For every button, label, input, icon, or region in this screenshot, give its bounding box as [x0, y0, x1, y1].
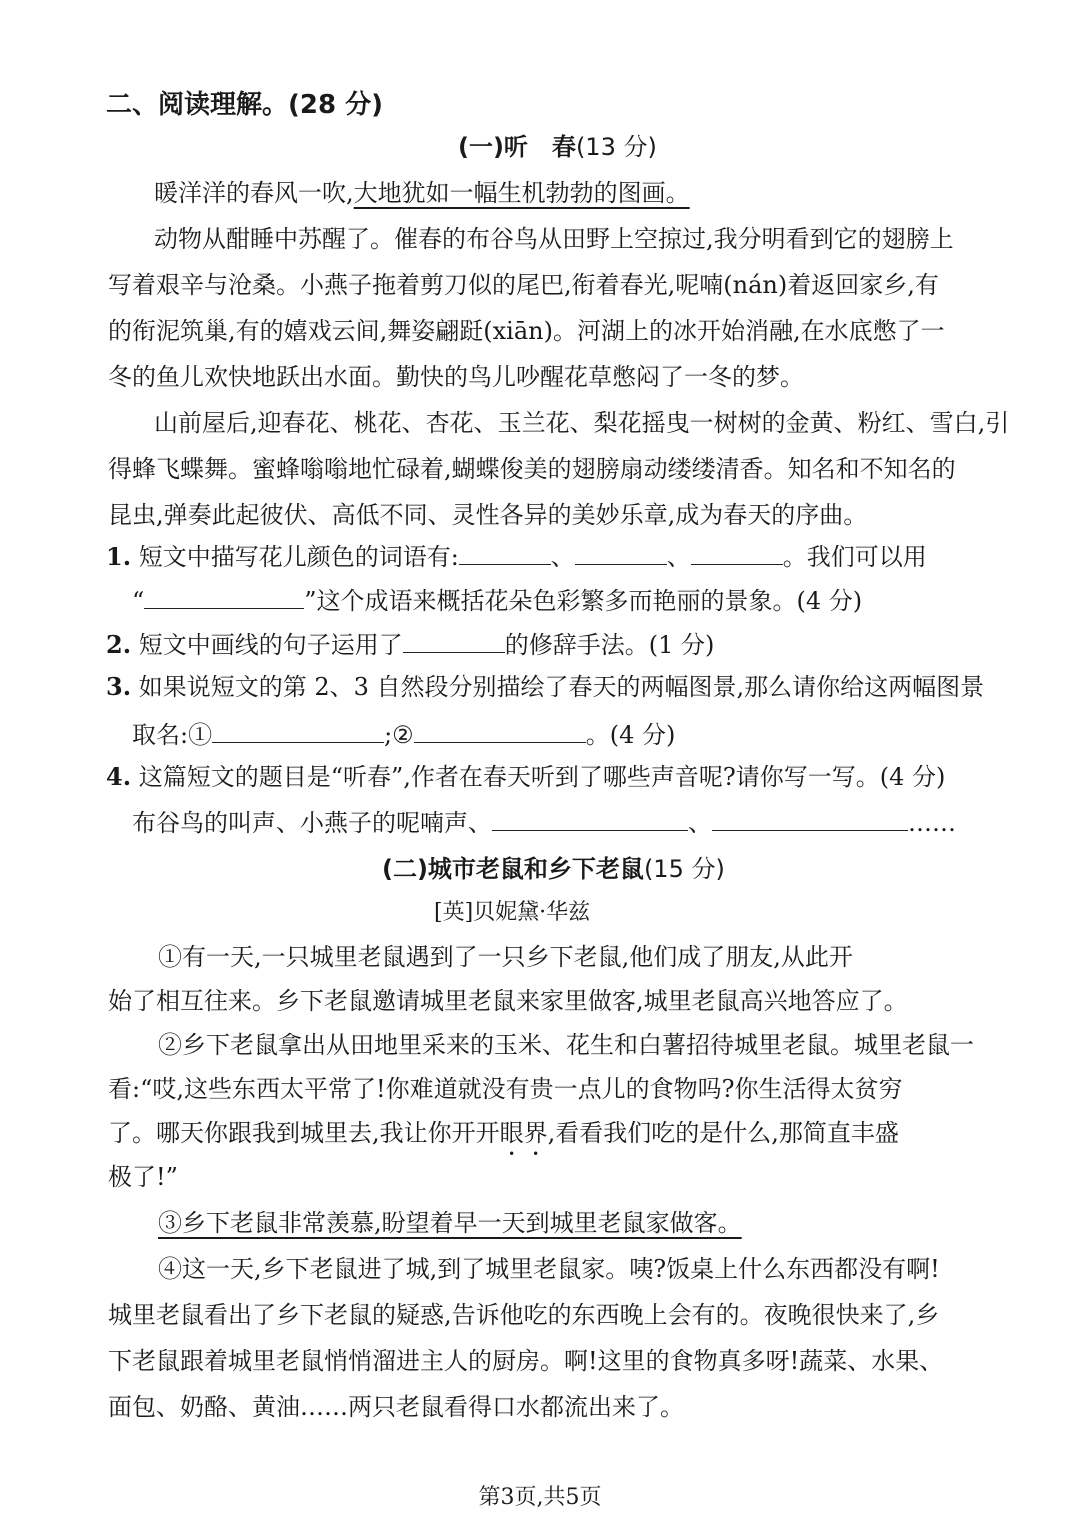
answer-blank-4b[interactable] [712, 804, 908, 831]
passage1-p2-line4: 冬的鱼儿欢快地跃出水面。勤快的鸟儿吵醒花草憋闷了一冬的梦。 [108, 363, 804, 391]
question-2 [106, 626, 714, 662]
passage2-p4-line1: ④这一天,乡下老鼠进了城,到了城里老鼠家。咦?饭桌上什么东西都没有啊! [158, 1255, 940, 1283]
question-1-line2 [132, 582, 862, 618]
passage2-author: [英]贝妮黛·华兹 [434, 900, 591, 925]
passage2-p1-line2: 始了相互往来。乡下老鼠邀请城里老鼠来家里做客,城里老鼠高兴地答应了。 [108, 987, 908, 1015]
question-2-text-b: 的修辞手法。(1 分) [504, 631, 715, 659]
question-2-text: 短文中画线的句子运用了 [138, 631, 403, 659]
question-4-line2 [132, 804, 956, 840]
passage2-title-text: (二)城市老鼠和乡下老鼠 [382, 855, 644, 883]
answer-blank-1a[interactable] [459, 538, 551, 565]
passage2-p2-line1: ②乡下老鼠拿出从田地里采来的玉米、花生和白薯招待城里老鼠。城里老鼠一 [158, 1031, 974, 1059]
passage2-score: (15 分) [643, 855, 725, 883]
q4-ellipsis: …… [908, 809, 956, 837]
question-4-text-b: 布谷鸟的叫声、小燕子的呢喃声、 [132, 809, 492, 837]
q1-separator-1: 、 [550, 543, 575, 571]
q4-separator: 、 [688, 809, 712, 837]
passage1-p2-line1: 动物从酣睡中苏醒了。催春的布谷鸟从田野上空掠过,我分明看到它的翅膀上 [154, 225, 954, 253]
answer-blank-1d[interactable] [144, 582, 304, 609]
passage2-p2-line3-c: ,看看我们吃的是什么,那简直丰盛 [547, 1119, 899, 1147]
underlined-sentence: 大地犹如一幅生机勃勃的图画。 [353, 179, 690, 207]
passage2-p2-line3-a: 了。哪天你跟我到城里去,我让你开开 [108, 1119, 500, 1147]
passage2-p3 [158, 1206, 742, 1240]
passage2-p2-line3 [108, 1116, 899, 1161]
passage2-title [382, 852, 725, 886]
underlined-sentence-2: ③乡下老鼠非常羡慕,盼望着早一天到城里老鼠家做客。 [158, 1209, 742, 1237]
passage2-p4-line3: 下老鼠跟着城里老鼠悄悄溜进主人的厨房。啊!这里的食物真多呀!蔬菜、水果、 [108, 1347, 944, 1375]
answer-blank-3a[interactable] [212, 716, 384, 743]
question-2-number: 2. [106, 630, 132, 659]
question-4-line1 [106, 760, 945, 794]
question-1-text: 短文中描写花儿颜色的词语有: [138, 543, 459, 571]
question-3-text-c: ;② [384, 721, 414, 749]
passage1-p1 [154, 176, 690, 210]
page-footer: 第3页,共5页 [478, 1485, 602, 1510]
question-3-line2 [132, 716, 675, 752]
question-4-number: 4. [106, 762, 132, 791]
passage2-p4-line4: 面包、奶酪、黄油……两只老鼠看得口水都流出来了。 [108, 1393, 684, 1421]
q1-separator-2: 、 [666, 543, 691, 571]
question-3-text-d: 。(4 分) [585, 721, 676, 749]
passage1-p2-line2: 写着艰辛与沧桑。小燕子拖着剪刀似的尾巴,衔着春光,呢喃(nán)着返回家乡,有 [108, 271, 939, 299]
answer-blank-1b[interactable] [575, 538, 667, 565]
question-1-text-b: 。我们可以用 [782, 543, 927, 571]
question-1-text-c: ”这个成语来概括花朵色彩繁多而艳丽的景象。(4 分) [304, 587, 863, 615]
passage2-p2-line2: 看:“哎,这些东西太平常了!你难道就没有贵一点儿的食物吗?你生活得太贫穷 [108, 1075, 903, 1103]
answer-blank-4a[interactable] [492, 804, 688, 831]
answer-blank-2[interactable] [403, 626, 505, 653]
passage2-p4-line2: 城里老鼠看出了乡下老鼠的疑惑,告诉他吃的东西晚上会有的。夜晚很快来了,乡 [108, 1301, 940, 1329]
section-title: 二、阅读理解。(28 分) [106, 90, 383, 120]
question-4-text: 这篇短文的题目是“听春”,作者在春天听到了哪些声音呢?请你写一写。(4 分) [138, 763, 946, 791]
passage1-p2-line3: 的衔泥筑巢,有的嬉戏云间,舞姿翩跹(xiān)。河湖上的冰开始消融,在水底憋了一 [108, 317, 945, 345]
question-3-text-b: 取名:① [132, 721, 213, 749]
question-3-number: 3. [106, 672, 132, 701]
question-1-number: 1. [106, 542, 132, 571]
passage1-title [458, 130, 657, 164]
emphasized-word: 眼界 [499, 1119, 548, 1147]
question-1-line1 [106, 538, 927, 574]
passage1-p3-line2: 得蜂飞蝶舞。蜜蜂嗡嗡地忙碌着,蝴蝶俊美的翅膀扇动缕缕清香。知名和不知名的 [108, 455, 956, 483]
q1-open-quote: “ [132, 587, 145, 615]
passage1-score: (13 分) [575, 133, 657, 161]
passage1-p3-line3: 昆虫,弹奏此起彼伏、高低不同、灵性各异的美妙乐章,成为春天的序曲。 [108, 501, 868, 529]
passage2-p2-line4: 极了!” [108, 1163, 178, 1191]
passage1-p1-a: 暖洋洋的春风一吹, [154, 179, 354, 207]
answer-blank-1c[interactable] [691, 538, 783, 565]
passage1-p3-line1: 山前屋后,迎春花、桃花、杏花、玉兰花、梨花摇曳一树树的金黄、粉红、雪白,引 [154, 409, 1010, 437]
passage2-p1-line1: ①有一天,一只城里老鼠遇到了一只乡下老鼠,他们成了朋友,从此开 [158, 943, 853, 971]
question-3-line1 [106, 670, 984, 704]
passage1-title-text: (一)听 春 [458, 133, 576, 161]
answer-blank-3b[interactable] [414, 716, 586, 743]
question-3-text: 如果说短文的第 2、3 自然段分别描绘了春天的两幅图景,那么请你给这两幅图景 [138, 673, 985, 701]
